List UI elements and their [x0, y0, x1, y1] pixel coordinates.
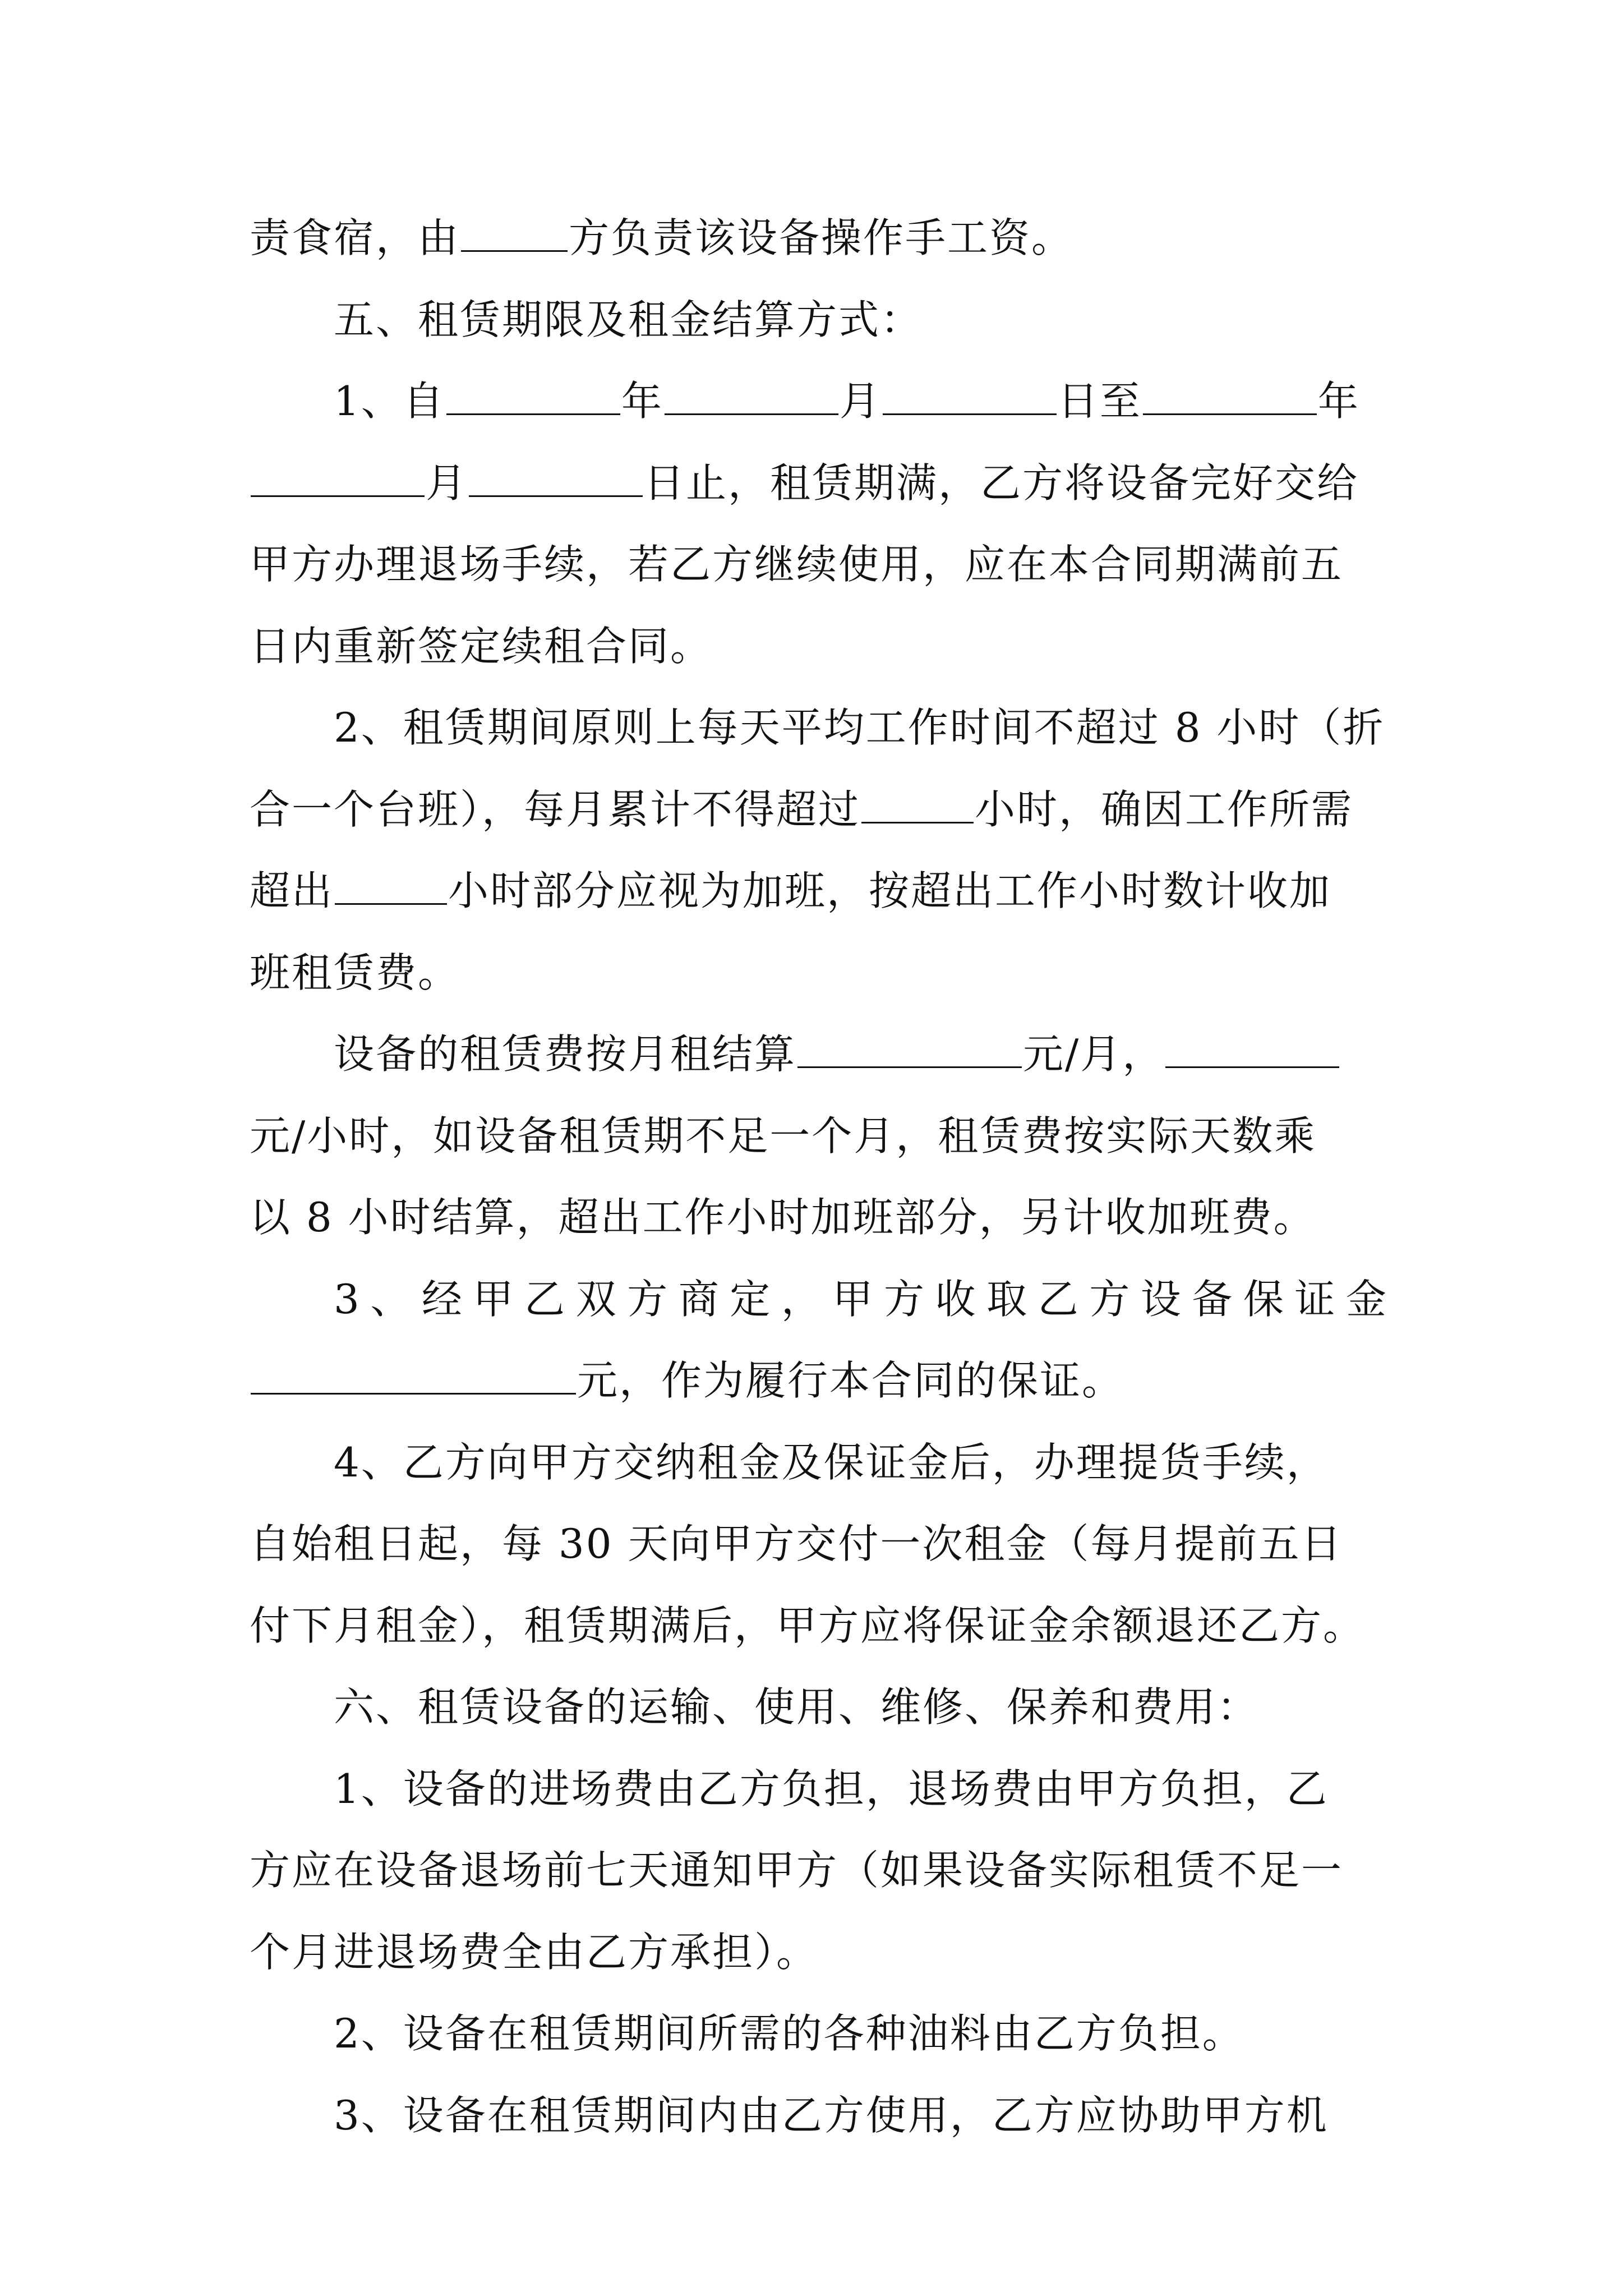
text-line: 2、租赁期间原则上每天平均工作时间不超过 8 小时（折 [334, 704, 1385, 751]
contract-body [250, 197, 1388, 2156]
fill-blank [883, 379, 1057, 415]
fill-blank [861, 787, 974, 823]
text-line: 2、设备在租赁期间所需的各种油料由乙方负担。 [334, 2010, 1244, 2057]
fill-blank [251, 1358, 576, 1395]
text-line: 元，作为履行本合同的保证。 [250, 1340, 1388, 1422]
text-line: 元/小时，如设备租赁期不足一个月，租赁费按实际天数乘 [250, 1112, 1317, 1159]
fill-blank [797, 1032, 1022, 1068]
text-line: 责食宿，由 方负责该设备操作手工资。 [250, 214, 1074, 261]
text-line: 1、设备的进场费由乙方负担，退场费由甲方负担，乙 [334, 1765, 1329, 1812]
fill-blank [461, 215, 568, 252]
fill-blank [251, 461, 425, 497]
text-line: 自始租日起，每 30 天向甲方交付一次租金（每月提前五日 [250, 1520, 1343, 1567]
fill-blank [446, 379, 620, 415]
section-heading: 五、租赁期限及租金结算方式： [334, 296, 923, 343]
fill-blank [665, 379, 838, 415]
text-line: 设备的租赁费按月租结算 元/月， [250, 1014, 1388, 1096]
text-line: 甲方办理退场手续，若乙方继续使用，应在本合同期满前五 [250, 541, 1344, 588]
text-line: 3、经甲乙双方商定，甲方收取乙方设备保证金 [334, 1275, 1388, 1323]
text-line: 班租赁费。 [250, 949, 460, 996]
fill-blank [1165, 1032, 1339, 1068]
text-line: 以 8 小时结算，超出工作小时加班部分，另计收加班费。 [250, 1194, 1316, 1241]
fill-blank [1143, 379, 1317, 415]
fill-blank [335, 868, 447, 905]
text-line: 合一个台班），每月累计不得超过 小时，确因工作所需 [250, 785, 1354, 833]
fill-blank [469, 461, 643, 497]
text-line: 个月进退场费全由乙方承担）。 [250, 1928, 819, 1976]
text-line: 1、自 年 月 日至 年 [334, 378, 1360, 425]
text-line: 超出 小时部分应视为加班，按超出工作小时数计收加 [250, 867, 1332, 914]
text-line: 4、乙方向甲方交纳租金及保证金后，办理提货手续， [334, 1438, 1329, 1486]
text-line: 付下月租金），租赁期满后，甲方应将保证金余额退还乙方。 [250, 1602, 1366, 1649]
text-line: 月 日止，租赁期满，乙方将设备完好交给 [250, 443, 1388, 524]
text-line: 3、设备在租赁期间内由乙方使用，乙方应协助甲方机 [334, 2091, 1329, 2139]
text-line: 方应在设备退场前七天通知甲方（如果设备实际租赁不足一 [250, 1847, 1344, 1894]
section-heading: 六、租赁设备的运输、使用、维修、保养和费用： [334, 1683, 1260, 1731]
text-line: 日内重新签定续租合同。 [250, 622, 713, 670]
